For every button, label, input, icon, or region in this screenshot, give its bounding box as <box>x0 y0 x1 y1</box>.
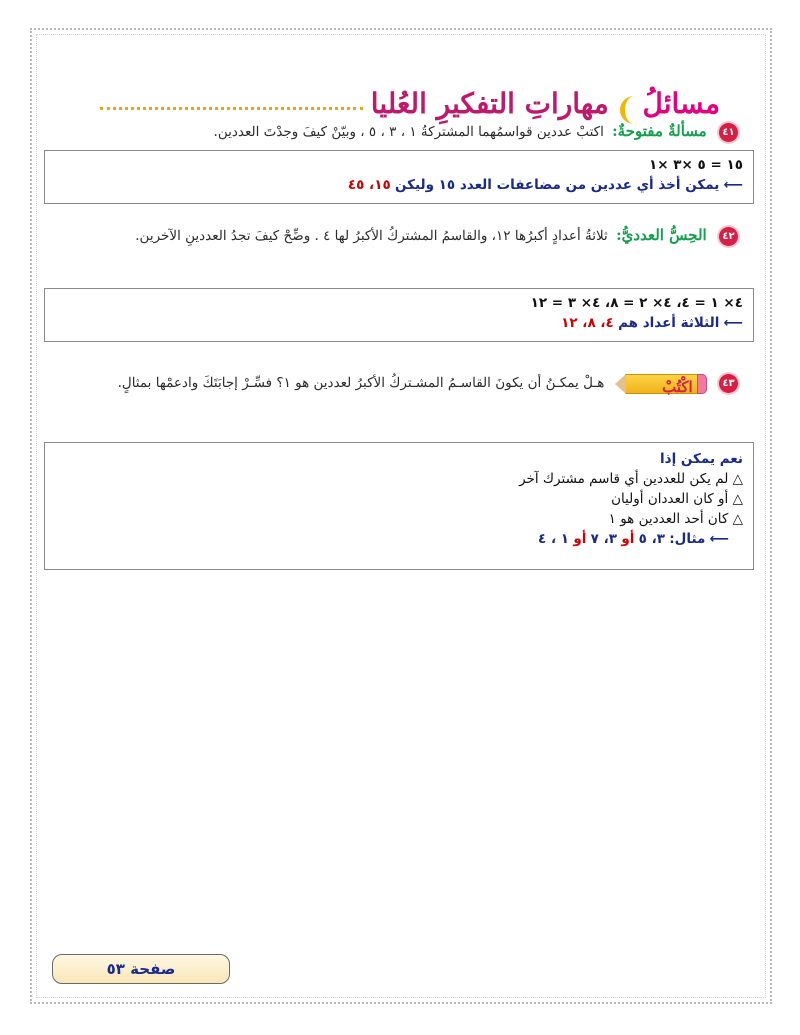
example-or: أو <box>621 531 635 547</box>
answer-line-1: ٤× ١ = ٤، ٤× ٢ = ٨، ٤× ٣ = ١٢ <box>530 295 743 311</box>
example-pair-2: ٣، ٧ <box>590 531 618 547</box>
answer-bullet-text: كان أحد العددين هو ١ <box>608 511 729 527</box>
answer-bullet <box>55 509 743 529</box>
answer-bullet <box>55 469 743 489</box>
page-number-tag: صفحة ٥٣ <box>52 954 230 984</box>
answer-box-41 <box>44 150 754 204</box>
problem-number-badge: ٤٢ <box>719 227 738 246</box>
section-title-rest: مهاراتِ التفكيرِ العُليا <box>370 87 609 120</box>
answer-line-2 <box>55 313 743 333</box>
arrow-icon: ⟵ <box>723 315 743 331</box>
problem-text: هـلْ يمكـنُ أن يكونَ القاسـمُ المشـتركُ الأكبرُ لعددين هو ١؟ فسِّـرْ إجابَتَكَ وادعمْها بمثالٍ. <box>117 375 605 391</box>
problem-label: الحِسُّ العدديُّ: <box>616 226 707 244</box>
problem-number-badge: ٤١ <box>719 123 738 142</box>
arrow-icon: ⟵ <box>709 531 729 547</box>
triangle-bullet-icon: △ <box>732 471 743 487</box>
pencil-tip <box>615 374 626 394</box>
answer-intro: نعم يمكن إذا <box>660 451 743 467</box>
section-title-dots <box>100 107 363 110</box>
problem-text: اكتبْ عددين قواسمُهما المشتركةُ ١ ، ٣ ، ٥ ، وبيّنْ كيفَ وجدْتَ العددين. <box>213 124 604 140</box>
answer-highlight: ١٥، ٤٥ <box>347 177 391 193</box>
answer-main-text: يمكن أخذ أي عددين من مضاعفات العدد ١٥ وليكن <box>394 177 720 193</box>
problem-43 <box>64 368 738 398</box>
triangle-bullet-icon: △ <box>732 511 743 527</box>
example-or: أو <box>573 531 587 547</box>
answer-box-43 <box>44 442 754 570</box>
pencil-label: اكْتُبْ <box>662 377 693 396</box>
answer-example <box>55 529 743 549</box>
example-pair-1: ٣، ٥ <box>638 531 665 547</box>
example-label: مثال: <box>669 531 706 547</box>
answer-main-text: الثلاثة أعداد هم <box>618 315 720 331</box>
answer-bullet-text: أو كان العددان أوليان <box>611 491 729 507</box>
example-pair-3: ١ ، ٤ <box>538 531 570 547</box>
answer-bullet-text: لم يكن للعددين أي قاسم مشترك آخر <box>519 471 729 487</box>
problem-41 <box>64 116 738 147</box>
section-header <box>100 72 720 120</box>
pencil-icon <box>615 374 707 394</box>
pencil-eraser <box>697 374 707 394</box>
problem-42 <box>64 220 738 251</box>
triangle-bullet-icon: △ <box>732 491 743 507</box>
answer-highlight: ٤، ٨، ١٢ <box>561 315 614 331</box>
section-title-first-word: مسائلُ <box>642 87 720 120</box>
arrow-icon: ⟵ <box>723 177 743 193</box>
problem-number-badge: ٤٣ <box>719 374 738 393</box>
answer-box-42 <box>44 288 754 342</box>
answer-bullet <box>55 489 743 509</box>
problem-label: مسألةٌ مفتوحةٌ: <box>612 122 707 140</box>
answer-line-1: ١٥ = ٥ ×٣ ×١ <box>649 157 743 173</box>
answer-line-2 <box>55 175 743 195</box>
problem-text: ثلاثةُ أعدادٍ أكبرُها ١٢، والقاسمُ المشتركُ الأكبرُ لها ٤ . وضِّحْ كيفَ تجدُ العددينِ الآخرين. <box>135 228 608 244</box>
